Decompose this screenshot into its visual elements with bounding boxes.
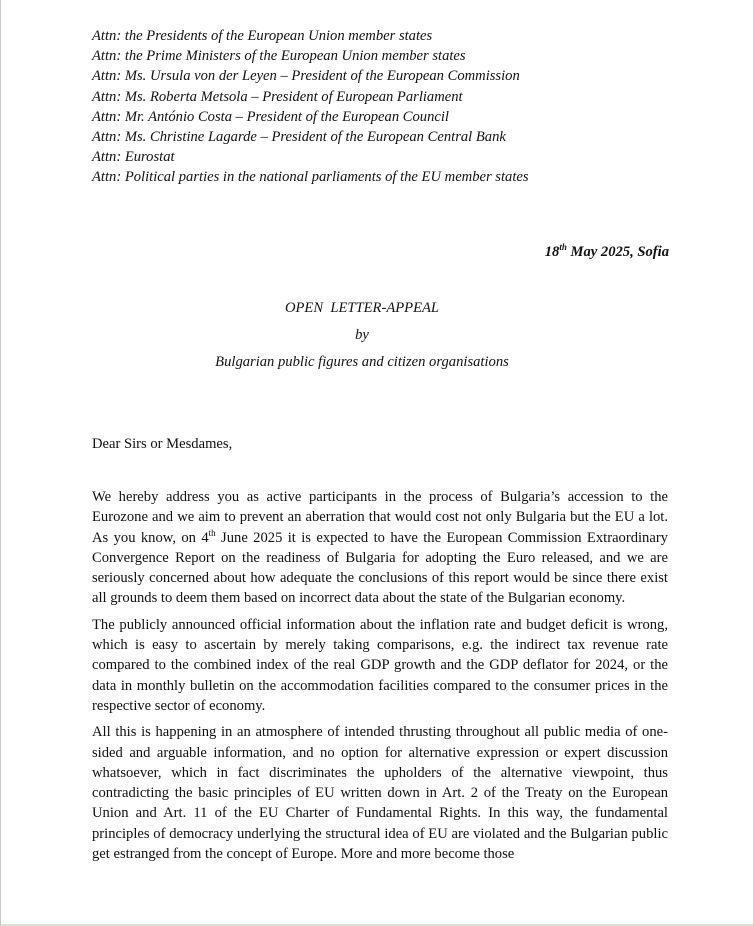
attn-line: Attn: Ms. Roberta Metsola – President of European Parliament — [92, 88, 463, 105]
paragraph-1-part-b: June 2025 it is expected to have the European Commission Extraordinary Convergence Report on the readiness of Bulgaria for adopting the Euro released, and we are seriously concerned about how adequate the conclusions of this report would be since there exist all grounds to deem them based on incorrect data about the state of the Bulgarian economy. — [92, 529, 668, 607]
paragraph-1-part-a: We hereby address you as active participants in the process of Bulgaria’s accession to the Eurozone and we aim to prevent an aberration that would cost not only Bulgaria but the EU a lot. As you know, on 4 — [92, 489, 668, 546]
paragraph-2: The publicly announced official information about the inflation rate and budget deficit is wrong, which is easy to ascertain by merely taking comparisons, e.g. the indirect tax revenue rate compared to the combined index of the real GDP growth and the GDP deflator for 2024, or the data in monthly bulletin on the accommodation facilities compared to the consumer prices in the respective sector of economy. — [92, 616, 668, 714]
letter-title: OPEN LETTER-APPEAL — [284, 300, 440, 316]
letter-heading — [92, 298, 672, 379]
attn-line: Attn: Ms. Ursula von der Leyen – President of the European Commission — [92, 68, 520, 85]
attn-line: Attn: Eurostat — [92, 149, 175, 166]
letter-by: by — [355, 327, 369, 343]
attn-line: Attn: Mr. António Costa – President of the European Council — [92, 108, 449, 125]
ordinal-suffix: th — [208, 527, 216, 538]
salutation: Dear Sirs or Mesdames, — [92, 436, 233, 452]
attn-line: Attn: Ms. Christine Lagarde – President of the European Central Bank — [92, 128, 506, 145]
letter-subtitle: Bulgarian public figures and citizen organisations — [215, 354, 509, 370]
date-rest: May 2025, Sofia — [566, 244, 669, 260]
attn-line: Attn: the Presidents of the European Union member states — [92, 28, 433, 44]
attention-recipients-list — [92, 26, 668, 188]
document-page — [92, 26, 669, 863]
date-day-suffix: th — [559, 242, 567, 252]
letter-body — [92, 487, 668, 870]
paragraph-1 — [92, 487, 668, 609]
attn-line: Attn: Political parties in the national parliaments of the EU member states — [92, 169, 529, 186]
paragraph-3: All this is happening in an atmosphere of intended thrusting throughout all public media of one-sided and arguable information, and no option for alternative expression or expert discussion whatsoever, which in fact discriminates the upholders of the alternative viewpoint, thus contradicting the basic principles of EU written down in Art. 2 of the Treaty on the European Union and Art. 11 of the EU Charter of Fundamental Rights. In this way, the fundamental principles of democracy underlying the structural idea of EU are violated and the Bulgarian public get estranged from the concept of Europe. More and more become those — [92, 724, 668, 863]
attn-line: Attn: the Prime Ministers of the European Union member states — [92, 48, 466, 65]
date-place-line — [545, 242, 669, 262]
date-day: 18 — [544, 244, 560, 260]
